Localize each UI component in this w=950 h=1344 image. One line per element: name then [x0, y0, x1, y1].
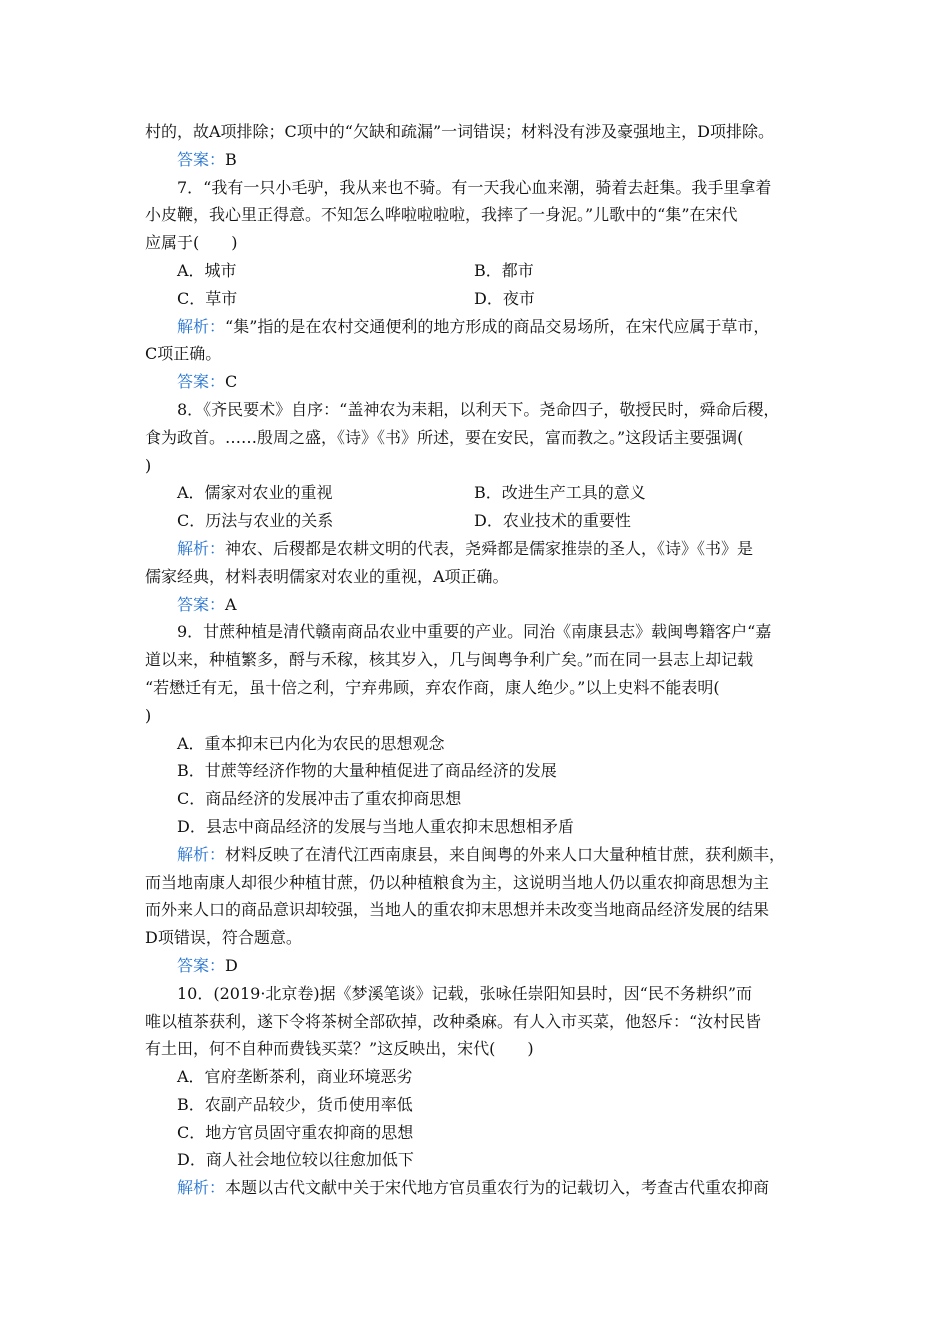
option-b: B．改进生产工具的意义 [474, 483, 646, 503]
analysis-text: 儒家经典，材料表明儒家对农业的重视，A项正确。 [145, 566, 509, 586]
answer-line [145, 591, 815, 619]
option-d: D．农业技术的重要性 [474, 511, 631, 531]
analysis-text: 而当地南康人却很少种植甘蔗，仍以种植粮食为主，这说明当地人仍以重农抑商思想为主 [145, 872, 770, 892]
analysis-label: 解析： [177, 1178, 226, 1198]
answer-line [145, 952, 815, 980]
answer-value: A [225, 594, 237, 614]
analysis-text: 而外来人口的商品意识却较强，当地人的重农抑末思想并未改变当地商品经济发展的结果 [145, 900, 770, 920]
answer-value: C [225, 372, 238, 392]
question-10-line-2: 唯以植茶获利，遂下令将茶树全部砍掉，改种桑麻。有人入市买菜，他怒斥：“汝村民皆 [145, 1011, 762, 1031]
option-c: C．历法与农业的关系 [177, 511, 334, 531]
analysis-text: “集”指的是在农村交通便利的地方形成的商品交易场所，在宋代应属于草市， [225, 316, 770, 336]
option-b: B．农副产品较少，货币使用率低 [177, 1094, 413, 1114]
answer-label: 答案： [177, 372, 226, 392]
answer-value: D [225, 955, 238, 975]
text-line: 村的，故A项排除；C项中的“欠缺和疏漏”一词错误；材料没有涉及豪强地主，D项排除。 [145, 122, 774, 141]
question-10-line-1: 10．(2019·北京卷)据《梦溪笔谈》记载，张咏任崇阳知县时，因“民不务耕织”而 [177, 983, 753, 1003]
analysis-label: 解析： [177, 538, 226, 558]
option-a: A．重本抑末已内化为农民的思想观念 [177, 733, 445, 753]
question-8-line-2: 食为政首。……殷周之盛，《诗》《书》所述，要在安民，富而教之。”这段话主要强调( [145, 427, 744, 447]
option-b: B．都市 [474, 260, 534, 280]
option-c: C．草市 [177, 288, 238, 308]
analysis-text: D项错误，符合题意。 [145, 928, 302, 948]
analysis-label: 解析： [177, 316, 226, 336]
question-9-line-3: “若懋迁有无，虽十倍之利，宁弃弗顾，弃农作商，康人绝少。”以上史料不能表明( [145, 677, 720, 697]
option-b: B．甘蔗等经济作物的大量种植促进了商品经济的发展 [177, 761, 557, 781]
option-d: D．商人社会地位较以往愈加低下 [177, 1150, 414, 1170]
analysis-line [145, 841, 815, 869]
question-9-line-4: ) [145, 705, 152, 725]
answer-line [145, 146, 815, 174]
analysis-line [145, 1174, 815, 1202]
analysis-text: 神农、后稷都是农耕文明的代表，尧舜都是儒家推崇的圣人，《诗》《书》是 [225, 538, 754, 558]
question-7-line-1: 7．“我有一只小毛驴，我从来也不骑。有一天我心血来潮，骑着去赶集。我手里拿着 [177, 177, 772, 197]
option-c: C．地方官员固守重农抑商的思想 [177, 1122, 414, 1142]
question-8-line-3: ) [145, 455, 152, 475]
analysis-line [145, 535, 815, 563]
option-a: A．儒家对农业的重视 [177, 483, 333, 503]
question-8-options-cd [145, 507, 815, 535]
question-9-line-2: 道以来，种植繁多，酹与禾稼，核其岁入，几与闽粤争利广矣。”而在同一县志上却记载 [145, 650, 754, 670]
answer-label: 答案： [177, 149, 226, 169]
answer-line [145, 368, 815, 396]
document-page [145, 118, 815, 1202]
question-7-line-2: 小皮鞭，我心里正得意。不知怎么哗啦啦啦啦，我摔了一身泥。”儿歌中的“集”在宋代 [145, 205, 738, 225]
question-10-line-3: 有土田，何不自种而费钱买菜？”这反映出，宋代( ) [145, 1039, 534, 1059]
question-9-line-1: 9．甘蔗种植是清代赣南商品农业中重要的产业。同治《南康县志》载闽粤籍客户“嘉 [177, 622, 772, 642]
analysis-text: 材料反映了在清代江西南康县，来自闽粤的外来人口大量种植甘蔗，获利颇丰， [225, 844, 786, 864]
option-a: A．官府垄断茶利，商业环境恶劣 [177, 1067, 413, 1087]
question-7-options-cd [145, 285, 815, 313]
option-d: D．县志中商品经济的发展与当地人重农抑末思想相矛盾 [177, 816, 574, 836]
analysis-label: 解析： [177, 844, 226, 864]
answer-label: 答案： [177, 955, 226, 975]
analysis-text: C项正确。 [145, 344, 222, 364]
option-d: D．夜市 [474, 288, 535, 308]
option-c: C．商品经济的发展冲击了重农抑商思想 [177, 789, 462, 809]
question-8-options-ab [145, 479, 815, 507]
analysis-line [145, 313, 815, 341]
question-7-options-ab [145, 257, 815, 285]
option-a: A．城市 [177, 260, 237, 280]
answer-value: B [225, 149, 237, 169]
analysis-text: 本题以古代文献中关于宋代地方官员重农行为的记载切入，考查古代重农抑商 [225, 1178, 770, 1198]
question-8-line-1: 8．《齐民要术》自序：“盖神农为耒耜，以利天下。尧命四子，敬授民时，舜命后稷， [177, 399, 780, 419]
question-7-line-3: 应属于( ) [145, 233, 238, 253]
answer-label: 答案： [177, 594, 226, 614]
